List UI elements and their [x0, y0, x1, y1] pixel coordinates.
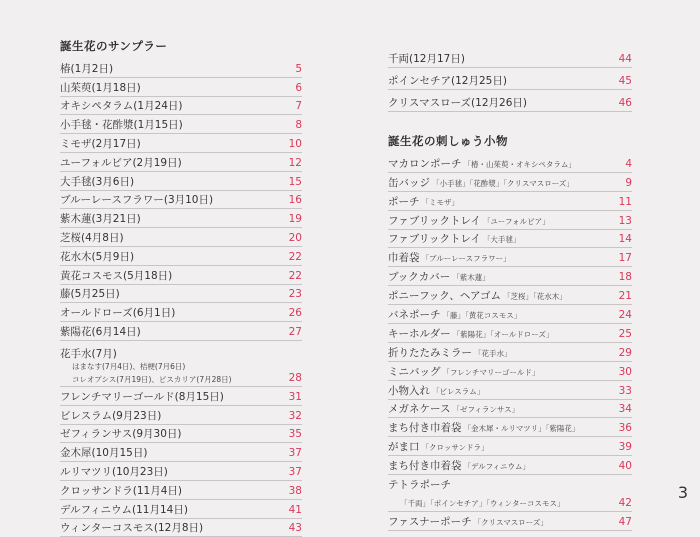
- toc-page-number: 45: [618, 75, 632, 87]
- toc-row[interactable]: [60, 209, 302, 228]
- toc-page-number: 25: [618, 327, 632, 340]
- toc-row[interactable]: [388, 68, 632, 90]
- toc-row[interactable]: [388, 248, 632, 267]
- toc-page-number: 46: [618, 97, 632, 109]
- toc-page-number: 37: [288, 447, 302, 460]
- toc-row[interactable]: [60, 303, 302, 322]
- toc-entry-label: 紫木蓮(3月21日): [60, 213, 141, 226]
- toc-row[interactable]: [60, 78, 302, 97]
- toc-entry-tags: 「千両」「ポインセチア」「ウィンターコスモス」: [400, 498, 565, 508]
- toc-row-fastener-pouch[interactable]: [388, 512, 632, 531]
- toc-page-number: 23: [288, 288, 302, 301]
- toc-page-number: 4: [625, 157, 632, 170]
- toc-entry-label: ルリマツリ(10月23日): [60, 465, 168, 478]
- toc-entry-label: クリスマスローズ(12月26日): [388, 97, 527, 109]
- toc-entry-label: 椿(1月2日): [60, 62, 114, 75]
- toc-entry-label: 山茱萸(1月18日): [60, 81, 141, 94]
- toc-row[interactable]: [60, 172, 302, 191]
- toc-row-hanachozu[interactable]: [60, 341, 302, 387]
- sampler-list: [60, 59, 302, 341]
- toc-row[interactable]: [60, 247, 302, 266]
- toc-sub-entry: はまなす(7月4日)、桔梗(7月6日): [72, 361, 186, 371]
- sampler-list-continued: [60, 387, 302, 537]
- toc-entry-label: 藤(5月25日): [60, 288, 120, 301]
- toc-row[interactable]: [388, 46, 632, 68]
- toc-entry-tags: 「大手毬」: [482, 235, 521, 245]
- toc-row[interactable]: [60, 406, 302, 425]
- toc-page-number: 37: [288, 465, 302, 478]
- toc-page-number: 40: [618, 460, 632, 473]
- toc-page-number: 31: [288, 390, 302, 403]
- toc-page-number: 13: [618, 214, 632, 227]
- toc-row[interactable]: [388, 154, 632, 173]
- toc-entry-label: 金木犀(10月15日): [60, 447, 148, 460]
- toc-page-number: 10: [288, 137, 302, 150]
- toc-entry-label: まち付き巾着袋: [388, 460, 462, 473]
- toc-entry-label: メガネケース: [388, 403, 451, 416]
- toc-entry-tags: 「フレンチマリーゴールド」: [442, 367, 540, 377]
- toc-entry-label: 巾着袋: [388, 252, 420, 265]
- toc-row[interactable]: [60, 134, 302, 153]
- toc-page-number: 22: [288, 250, 302, 263]
- toc-row[interactable]: [60, 443, 302, 462]
- toc-page-number: 20: [288, 231, 302, 244]
- toc-page-number: 44: [618, 53, 632, 65]
- toc-entry-tags: 「ビレスラム」: [432, 386, 485, 396]
- toc-entry-tags: 「ゼフィランサス」: [452, 405, 520, 415]
- toc-entry-label: がま口: [388, 441, 420, 454]
- toc-entry-tags: 「小手毬」「花酢漿」「クリスマスローズ」: [432, 178, 574, 188]
- toc-page-number: 7: [295, 100, 302, 113]
- toc-row[interactable]: [60, 266, 302, 285]
- toc-entry-tags: 「金木犀・ルリマツリ」「紫陽花」: [463, 424, 580, 434]
- toc-entry-label: キーホルダー: [388, 327, 451, 340]
- toc-entry-label: ポニーフック、ヘアゴム: [388, 290, 501, 303]
- toc-entry-tags: 「デルフィニウム」: [463, 462, 530, 472]
- toc-entry-label: 花手水(7月): [60, 347, 117, 360]
- toc-entry-label: ユーフォルビア(2月19日): [60, 156, 182, 169]
- toc-page-number: 6: [295, 81, 302, 94]
- toc-page-number: 8: [295, 119, 302, 132]
- toc-entry-label: 小手毬・花酢漿(1月15日): [60, 119, 183, 132]
- toc-page-number: 5: [295, 62, 302, 75]
- toc-entry-tags: 「ミモザ」: [421, 197, 459, 207]
- toc-entry-label: 芝桜(4月8日): [60, 231, 124, 244]
- toc-row[interactable]: [60, 425, 302, 444]
- toc-row[interactable]: [388, 286, 632, 305]
- toc-entry-label: ビレスラム(9月23日): [60, 409, 162, 422]
- toc-row-tetra-pouch[interactable]: [388, 475, 632, 493]
- toc-entry-tags: 「藤」「黄花コスモス」: [442, 311, 522, 321]
- toc-entry-label: ミモザ(2月17日): [60, 137, 141, 150]
- toc-entry-tags: 「クリスマスローズ」: [473, 517, 548, 527]
- toc-entry-label: ポインセチア(12月25日): [388, 75, 507, 87]
- left-column: [60, 37, 302, 537]
- toc-row[interactable]: [388, 381, 632, 400]
- toc-page-number: 12: [288, 156, 302, 169]
- toc-sub-entry: コレオプシス(7月19日)、ビスカリア(7月28日): [72, 374, 232, 384]
- toc-row[interactable]: [388, 437, 632, 456]
- toc-entry-label: クロッサンドラ(11月4日): [60, 484, 182, 497]
- toc-page-number: 35: [288, 428, 302, 441]
- toc-entry-label: マカロンポーチ: [388, 157, 462, 170]
- toc-page-number: 47: [618, 515, 632, 528]
- toc-row[interactable]: [388, 192, 632, 211]
- toc-entry-label: ゼフィランサス(9月30日): [60, 428, 182, 441]
- toc-page-number: 11: [618, 195, 632, 208]
- toc-entry-tags: 「クロッサンドラ」: [421, 443, 489, 453]
- toc-page-number: 33: [618, 384, 632, 397]
- toc-entry-label: 小物入れ: [388, 384, 430, 397]
- toc-entry-tags: 「ブルーレースフラワー」: [421, 254, 511, 264]
- toc-row[interactable]: [60, 322, 302, 341]
- toc-page-number: 42: [618, 496, 632, 509]
- toc-entry-tags: 「椿・山茱萸・オキシペタラム」: [463, 159, 576, 169]
- section-title-embroidery-goods: 誕生花の刺しゅう小物: [388, 134, 508, 148]
- toc-page-number: 43: [288, 522, 302, 535]
- toc-page-number: 38: [288, 484, 302, 497]
- embroidery-goods-list: [388, 154, 632, 475]
- toc-entry-label: ファブリックトレイ: [388, 214, 481, 227]
- toc-row[interactable]: [388, 456, 632, 475]
- toc-entry-label: ウィンターコスモス(12月8日): [60, 522, 204, 535]
- toc-row[interactable]: [388, 90, 632, 112]
- toc-row[interactable]: [60, 519, 302, 537]
- toc-entry-label: 黄花コスモス(5月18日): [60, 269, 173, 282]
- toc-entry-label: 折りたたみミラー: [388, 346, 472, 359]
- toc-entry-label: テトラポーチ: [388, 479, 451, 492]
- toc-page-number: 15: [288, 175, 302, 188]
- toc-entry-label: バネポーチ: [388, 309, 441, 322]
- toc-page-number: 41: [288, 503, 302, 516]
- toc-page-number: 39: [618, 441, 632, 454]
- toc-entry-label: オキシペタラム(1月24日): [60, 100, 183, 113]
- toc-entry-label: 大手毬(3月6日): [60, 175, 135, 188]
- toc-row[interactable]: [60, 285, 302, 304]
- toc-entry-tags: 「紫陽花」「オールドローズ」: [452, 329, 554, 339]
- toc-row[interactable]: [388, 305, 632, 324]
- toc-entry-label: ブックカバー: [388, 271, 451, 284]
- toc-page-number: 27: [288, 325, 302, 338]
- toc-entry-label: ブルーレースフラワー(3月10日): [60, 194, 214, 207]
- toc-page-number: 34: [618, 403, 632, 416]
- toc-entry-label: ファブリックトレイ: [388, 233, 481, 246]
- toc-page-number: 28: [288, 371, 302, 384]
- toc-entry-label: 紫陽花(6月14日): [60, 325, 141, 338]
- toc-entry-label: デルフィニウム(11月14日): [60, 503, 188, 516]
- toc-page-number: 29: [618, 346, 632, 359]
- toc-entry-label: 千両(12月17日): [388, 53, 465, 65]
- toc-row[interactable]: [60, 115, 302, 134]
- toc-page-number: 17: [618, 252, 632, 265]
- toc-page-number: 30: [618, 365, 632, 378]
- toc-page-number: 24: [618, 309, 632, 322]
- toc-row[interactable]: [60, 59, 302, 78]
- toc-row[interactable]: [388, 418, 632, 437]
- toc-entry-label: ミニバッグ: [388, 365, 441, 378]
- toc-entry-label: 花水木(5月9日): [60, 250, 135, 263]
- toc-row[interactable]: [388, 211, 632, 230]
- toc-page-number: 16: [288, 194, 302, 207]
- toc-row[interactable]: [60, 462, 302, 481]
- toc-entry-tags: 「花手水」: [474, 348, 512, 358]
- toc-row[interactable]: [60, 481, 302, 500]
- toc-entry-label: ファスナーポーチ: [388, 515, 472, 528]
- toc-entry-label: 缶バッジ: [388, 176, 430, 189]
- toc-row[interactable]: [388, 324, 632, 343]
- toc-entry-label: オールドローズ(6月1日): [60, 307, 176, 320]
- toc-sub-line: [60, 372, 302, 385]
- toc-entry-label: まち付き巾着袋: [388, 422, 462, 435]
- toc-row[interactable]: [60, 153, 302, 172]
- toc-page-number: 22: [288, 269, 302, 282]
- toc-page-number: 14: [618, 233, 632, 246]
- toc-page-number: 26: [288, 307, 302, 320]
- toc-entry-tags: 「芝桜」「花水木」: [502, 292, 567, 302]
- toc-row[interactable]: [388, 343, 632, 362]
- sampler-list-end: [388, 46, 632, 112]
- toc-page-number: 21: [618, 290, 632, 303]
- toc-row[interactable]: [388, 400, 632, 419]
- toc-page-number: 36: [618, 422, 632, 435]
- right-column: [388, 46, 632, 531]
- toc-page-number: 32: [288, 409, 302, 422]
- toc-entry-tags: 「ユーフォルビア」: [482, 216, 550, 226]
- toc-page-number: 18: [618, 271, 632, 284]
- toc-row[interactable]: [388, 230, 632, 249]
- toc-row[interactable]: [60, 97, 302, 116]
- toc-entry-label: フレンチマリーゴールド(8月15日): [60, 390, 224, 403]
- toc-row[interactable]: [388, 173, 632, 192]
- toc-entry-label: ポーチ: [388, 195, 420, 208]
- toc-row[interactable]: [60, 228, 302, 247]
- toc-row[interactable]: [388, 267, 632, 286]
- toc-row[interactable]: [60, 191, 302, 210]
- toc-row[interactable]: [388, 362, 632, 381]
- toc-row-tetra-pouch-sub[interactable]: [388, 493, 632, 512]
- section-title-sampler: 誕生花のサンプラー: [60, 39, 168, 53]
- toc-page-number: 9: [625, 176, 632, 189]
- toc-page-number: 19: [288, 213, 302, 226]
- toc-row[interactable]: [60, 387, 302, 406]
- page-folio: 3: [677, 483, 688, 502]
- toc-entry-tags: 「紫木蓮」: [452, 273, 490, 283]
